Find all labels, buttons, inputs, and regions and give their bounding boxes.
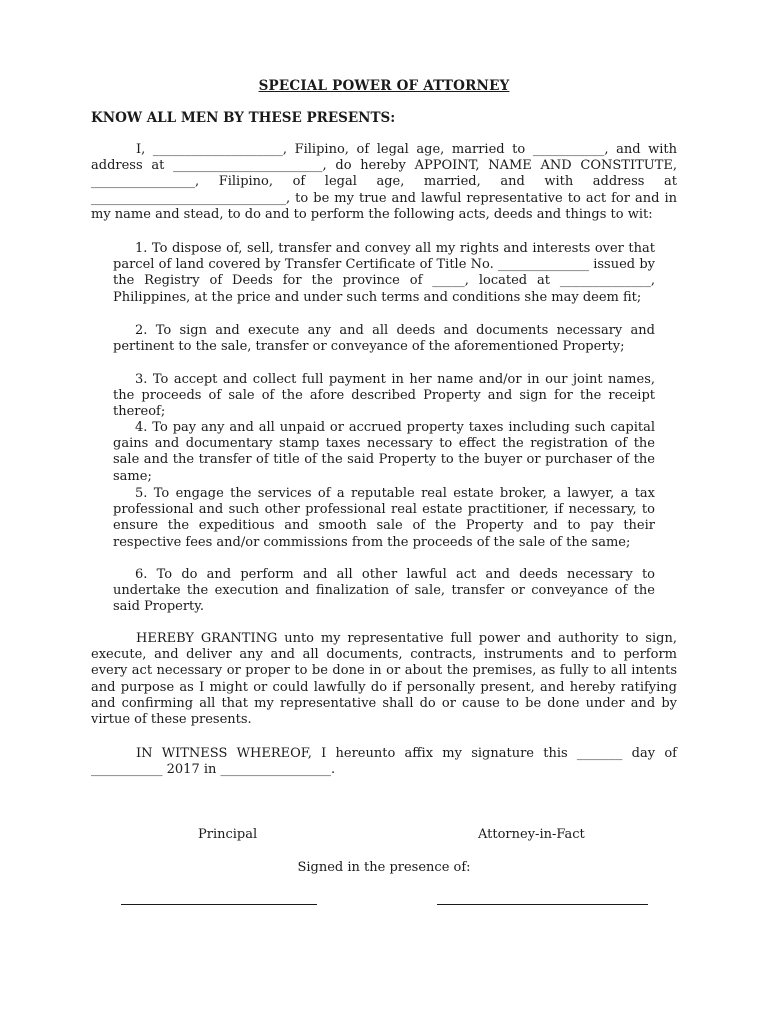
clause-1: 1. To dispose of, sell, transfer and convey all my rights and interests over that parcel of land covered by Transfer Certificate of Title No. ______________ issued by the Registry of Deeds for the province of _____, located at ______________, Philippines, at the price and under such terms and conditions she may deem fit; — [113, 241, 655, 305]
clause-5: 5. To engage the services of a reputable real estate broker, a lawyer, a tax professional and such other professional real estate practitioner, if necessary, to ensure the expeditious and smooth sale of the Property and to pay their respective fees and/or commissions from the proceeds of the sale of the same; — [113, 486, 655, 550]
intro-paragraph: I, ____________________, Filipino, of legal age, married to ___________, and with address at _______________________, do hereby APPOINT, NAME AND CONSTITUTE, ________________, Filipino, of legal age, married, and with address at ______________________________, to be my true and lawful representative to act for and in my name and stead, to do and to perform the following acts, deeds and things to wit: — [91, 142, 677, 222]
document-title: SPECIAL POWER OF ATTORNEY — [258, 78, 510, 94]
witness-signature-line-left — [121, 904, 317, 905]
principal-label: Principal — [198, 827, 258, 842]
signed-presence-label: Signed in the presence of: — [297, 860, 471, 875]
clause-4: 4. To pay any and all unpaid or accrued property taxes including such capital gains and documentary stamp taxes necessary to effect the registration of the sale and the transfer of title of the said Property to the buyer or purchaser of the same; — [113, 420, 655, 484]
granting-paragraph: HEREBY GRANTING unto my representative full power and authority to sign, execute, and deliver any and all documents, contracts, instruments and to perform every act necessary or proper to be done in or about the premises, as fully to all intents and purpose as I might or could lawfully do if personally present, and hereby ratifying and confirming all that my representative shall do or cause to be done under and by virtue of these presents. — [91, 631, 677, 728]
witness-paragraph: IN WITNESS WHEREOF, I hereunto affix my signature this _______ day of ___________ 2017 in _________________. — [91, 746, 677, 778]
attorney-in-fact-label: Attorney-in-Fact — [478, 827, 585, 842]
clause-6: 6. To do and perform and all other lawful act and deeds necessary to undertake the execution and finalization of sale, transfer or conveyance of the said Property. — [113, 567, 655, 615]
clause-3: 3. To accept and collect full payment in her name and/or in our joint names, the proceeds of sale of the afore described Property and sign for the receipt thereof; — [113, 372, 655, 420]
witness-signature-line-right — [437, 904, 648, 905]
know-all-heading: KNOW ALL MEN BY THESE PRESENTS: — [91, 110, 396, 126]
clause-2: 2. To sign and execute any and all deeds and documents necessary and pertinent to the sale, transfer or conveyance of the aforementioned Property; — [113, 323, 655, 355]
